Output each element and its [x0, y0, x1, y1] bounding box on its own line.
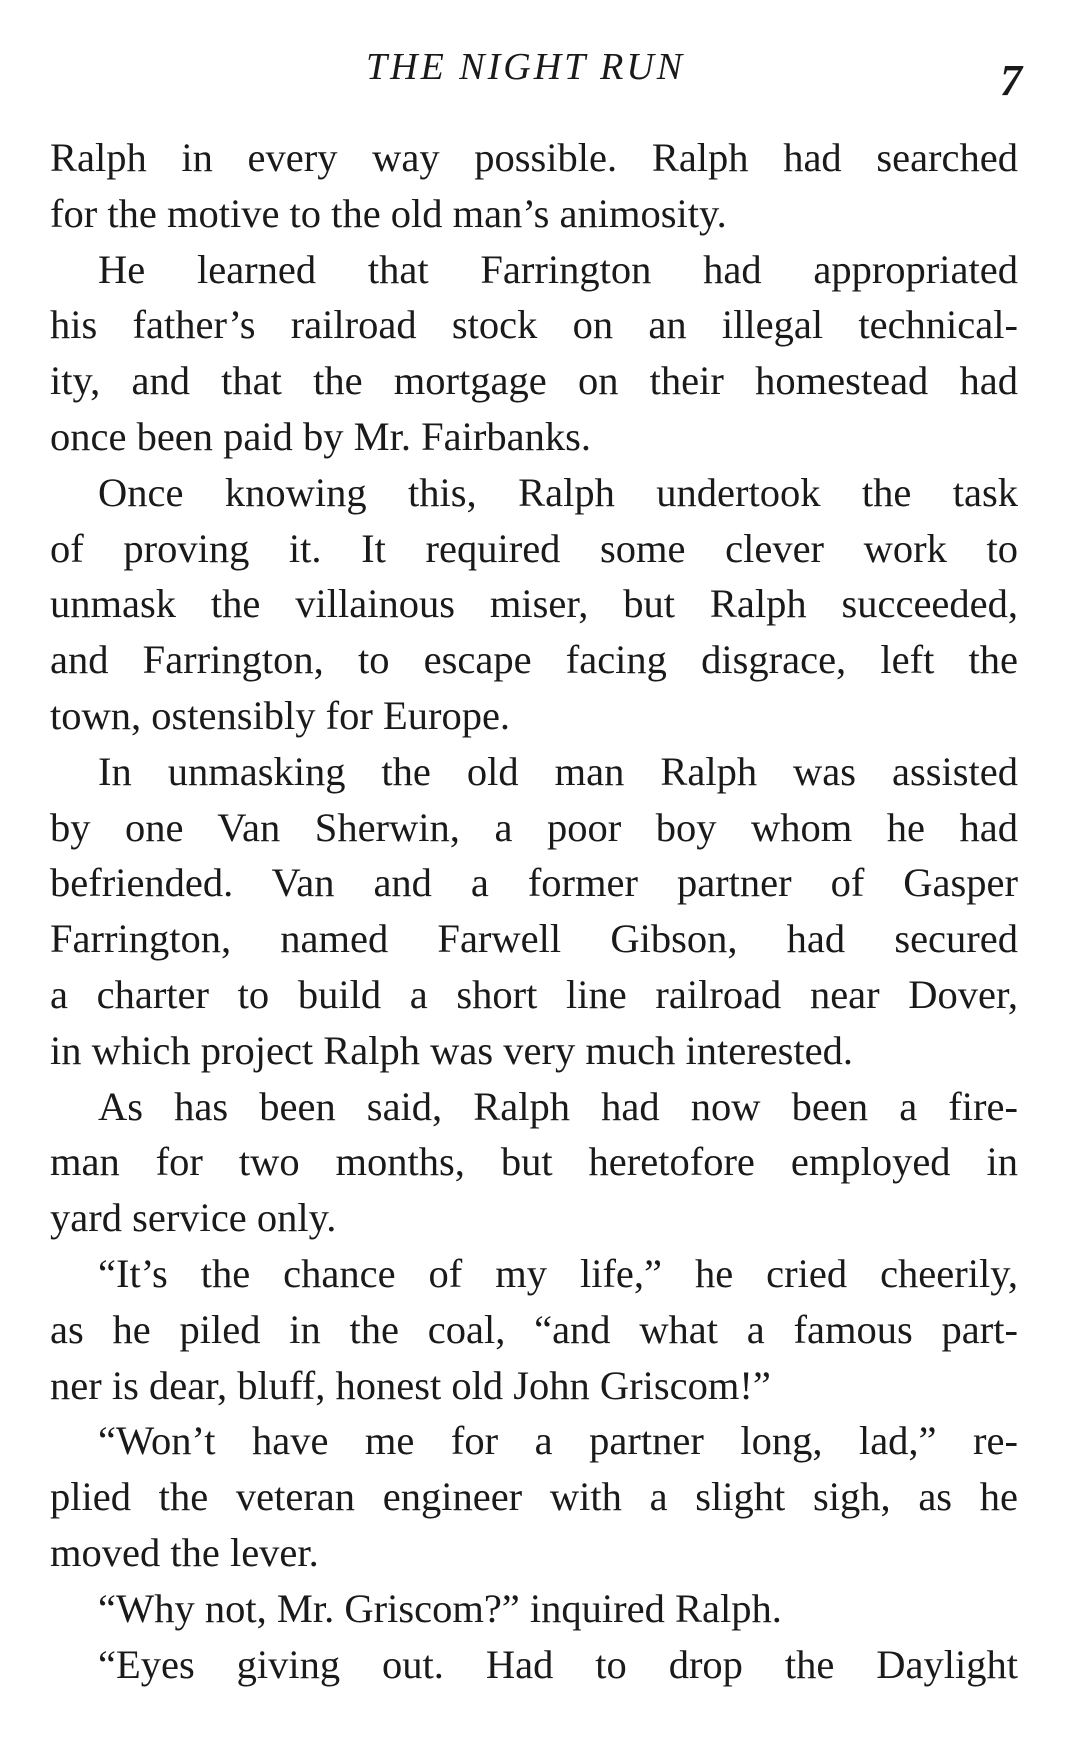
- text-line: his father’s railroad stock on an illegal technical-: [50, 302, 1018, 348]
- body-text: [50, 130, 1018, 1692]
- text-line: once been paid by Mr. Fairbanks.: [50, 413, 591, 459]
- text-line: As has been said, Ralph had now been a fire-: [98, 1083, 1018, 1129]
- text-line: ity, and that the mortgage on their homestead had: [50, 358, 1018, 404]
- running-title: THE NIGHT RUN: [366, 46, 686, 88]
- text-line: befriended. Van and a former partner of Gasper: [50, 860, 1018, 906]
- text-line: yard service only.: [50, 1195, 337, 1241]
- text-line: ner is dear, bluff, honest old John Griscom!”: [50, 1362, 771, 1408]
- text-line: for the motive to the old man’s animosity.: [50, 190, 727, 236]
- text-line: unmask the villainous miser, but Ralph succeeded,: [50, 581, 1018, 627]
- text-line: “Eyes giving out. Had to drop the Daylight: [98, 1641, 1018, 1687]
- text-line: in which project Ralph was very much interested.: [50, 1027, 854, 1073]
- text-line: plied the veteran engineer with a slight sigh, as he: [50, 1474, 1018, 1520]
- text-line: He learned that Farrington had appropriated: [98, 246, 1018, 292]
- text-line: Ralph in every way possible. Ralph had searched: [50, 135, 1018, 180]
- text-line: of proving it. It required some clever work to: [50, 525, 1018, 571]
- text-line: “Won’t have me for a partner long, lad,” re-: [98, 1418, 1018, 1464]
- page-number: 7: [1000, 56, 1022, 105]
- text-line: moved the lever.: [50, 1529, 319, 1575]
- text-line: man for two months, but heretofore employed in: [50, 1139, 1018, 1185]
- text-line: Farrington, named Farwell Gibson, had secured: [50, 916, 1018, 962]
- text-line: and Farrington, to escape facing disgrace, left the: [50, 637, 1018, 683]
- text-line: In unmasking the old man Ralph was assisted: [98, 748, 1018, 794]
- running-head: [0, 44, 1084, 105]
- text-line: Once knowing this, Ralph undertook the task: [98, 469, 1018, 515]
- text-line: a charter to build a short line railroad near Dover,: [50, 971, 1018, 1017]
- text-line: “Why not, Mr. Griscom?” inquired Ralph.: [98, 1585, 782, 1631]
- text-line: by one Van Sherwin, a poor boy whom he had: [50, 804, 1018, 850]
- text-line: town, ostensibly for Europe.: [50, 692, 511, 738]
- text-line: “It’s the chance of my life,” he cried cheerily,: [98, 1250, 1018, 1296]
- text-line: as he piled in the coal, “and what a famous part-: [50, 1306, 1018, 1352]
